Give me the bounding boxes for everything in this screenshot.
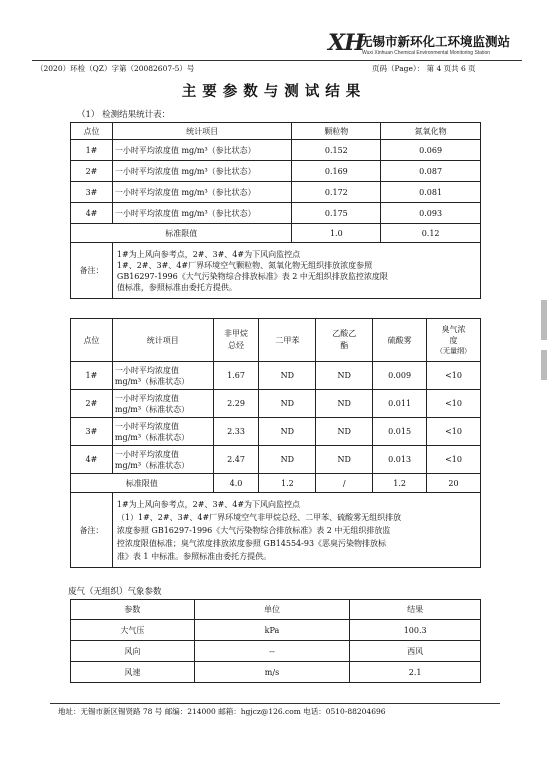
value-cell: 0.081	[381, 182, 481, 203]
note-line: 值标准，参照标准由委托方提供。	[116, 282, 237, 292]
header-cell: 结果	[350, 600, 481, 620]
page-number: 页码（Page）： 第 4 页共 6 页	[372, 64, 476, 73]
table-header-row	[71, 319, 481, 362]
item-line: mg/m³（标准状态）	[114, 460, 190, 470]
item-line: mg/m³（标准状态）	[114, 432, 190, 442]
point-cell: 4#	[71, 446, 113, 474]
item-cell	[112, 418, 213, 446]
value-cell: <10	[427, 390, 481, 418]
unit-cell: --	[194, 641, 350, 662]
value-cell: 0.013	[373, 446, 427, 474]
limit-row	[71, 224, 481, 243]
header-cell: 点位	[71, 123, 113, 140]
header-cell: 乙酸乙酯	[316, 319, 373, 362]
point-cell: 1#	[71, 362, 113, 390]
binding-mark	[541, 300, 547, 340]
header-cell	[427, 319, 481, 362]
binding-mark	[541, 350, 547, 380]
note-text	[112, 493, 480, 568]
logo-mark: XH	[328, 30, 364, 56]
table-row	[71, 662, 481, 683]
limit-value: 20	[427, 474, 481, 493]
limit-label: 标准限值	[71, 474, 214, 493]
note-line: 1#为上风向参考点，2#、3#、4#为下风向监控点	[116, 499, 301, 509]
table-row	[71, 203, 481, 224]
value-cell: ND	[316, 418, 373, 446]
table-row	[71, 182, 481, 203]
limit-label: 标准限值	[71, 224, 292, 243]
value-cell: 2.47	[213, 446, 259, 474]
note-line: 1#、2#、3#、4#厂界环境空气颗粒物、氮氧化物无组织排放浓度参照	[116, 260, 373, 270]
point-cell: 2#	[71, 390, 113, 418]
header-cell: 单位	[194, 600, 350, 620]
note-label: 备注：	[71, 243, 113, 299]
page-title: 主要参数与测试结果	[181, 84, 367, 100]
table-row	[71, 418, 481, 446]
value-cell: <10	[427, 446, 481, 474]
item-cell: 一小时平均浓度值 mg/m³（参比状态）	[112, 203, 292, 224]
point-cell: 2#	[71, 161, 113, 182]
value-cell: ND	[316, 390, 373, 418]
value-cell: 0.087	[381, 161, 481, 182]
value-cell: 0.069	[381, 140, 481, 161]
table-row	[71, 620, 481, 641]
footer-contact: 地址：无锡市新区锡贤路 78 号 邮编：214000 邮箱：hgjcz@126.com 电话：0510-88204696	[58, 707, 386, 716]
results-table-2	[70, 318, 481, 568]
table-header-row	[71, 600, 481, 620]
item-line: 一小时平均浓度值	[114, 365, 179, 375]
value-cell: 0.152	[292, 140, 381, 161]
limit-row	[71, 474, 481, 493]
table-row	[71, 390, 481, 418]
point-cell: 3#	[71, 418, 113, 446]
header-cell: 氮氧化物	[381, 123, 481, 140]
header-cell: 二甲苯	[259, 319, 316, 362]
note-row	[71, 493, 481, 568]
item-cell	[112, 446, 213, 474]
note-line: GB16297-1996《大气污染物综合排放标准》表 2 中无组织排放监控浓度限	[116, 271, 388, 281]
limit-value: 1.2	[259, 474, 316, 493]
table-header-row	[71, 123, 481, 140]
value-cell: ND	[259, 446, 316, 474]
table-row	[71, 446, 481, 474]
value-cell: 2.33	[213, 418, 259, 446]
header-cell: 硫酸雾	[373, 319, 427, 362]
table-row	[71, 641, 481, 662]
value-cell: 0.009	[373, 362, 427, 390]
value-cell: 0.172	[292, 182, 381, 203]
unit-cell: m/s	[194, 662, 350, 683]
item-cell	[112, 362, 213, 390]
note-line: 准》表 1 中标准。参照标准由委托方提供。	[116, 551, 272, 561]
item-cell: 一小时平均浓度值 mg/m³（参比状态）	[112, 182, 292, 203]
note-row	[71, 243, 481, 299]
weather-table	[70, 599, 481, 683]
unit-cell: kPa	[194, 620, 350, 641]
item-line: mg/m³（标准状态）	[114, 376, 190, 386]
note-line: 浓度参照 GB16297-1996《大气污染物综合排放标准》表 2 中无组织排放监	[116, 525, 391, 535]
header-cell: 非甲烷总烃	[213, 319, 259, 362]
results-table-1	[70, 122, 481, 299]
value-cell: ND	[316, 362, 373, 390]
header-cell: 颗粒物	[292, 123, 381, 140]
item-line: mg/m³（标准状态）	[114, 404, 190, 414]
result-cell: 西风	[350, 641, 481, 662]
limit-value: 1.0	[292, 224, 381, 243]
item-line: 一小时平均浓度值	[114, 393, 179, 403]
limit-value: /	[316, 474, 373, 493]
value-cell: 0.169	[292, 161, 381, 182]
header-cell: 参数	[71, 600, 195, 620]
point-cell: 4#	[71, 203, 113, 224]
limit-value: 4.0	[213, 474, 259, 493]
value-cell: 0.015	[373, 418, 427, 446]
org-name-en: Wuxi Xinhuan Chemical Environmental Monitoring Station	[362, 50, 491, 56]
result-cell: 2.1	[350, 662, 481, 683]
weather-caption: 废气（无组织）气象参数	[68, 587, 162, 597]
note-label: 备注：	[71, 493, 113, 568]
table-row	[71, 140, 481, 161]
param-cell: 风向	[71, 641, 195, 662]
header-cell: 点位	[71, 319, 113, 362]
value-cell: ND	[316, 446, 373, 474]
note-line: 控浓度限值标准；臭气浓度排放浓度参照 GB14554-93《恶臭污染物排放标	[116, 538, 387, 548]
value-cell: ND	[259, 390, 316, 418]
note-text	[112, 243, 480, 299]
value-cell: 0.093	[381, 203, 481, 224]
value-cell: 1.67	[213, 362, 259, 390]
value-cell: <10	[427, 362, 481, 390]
footer-rule	[50, 703, 500, 704]
limit-value: 0.12	[381, 224, 481, 243]
value-cell: 0.011	[373, 390, 427, 418]
org-name-cn: 无锡市新环化工环境监测站	[360, 34, 511, 49]
value-cell: ND	[259, 362, 316, 390]
table-row	[71, 161, 481, 182]
point-cell: 3#	[71, 182, 113, 203]
organization-logo	[328, 30, 528, 62]
header-rule	[32, 60, 522, 61]
odor-unit: （无量纲）	[436, 346, 472, 355]
item-line: 一小时平均浓度值	[114, 449, 179, 459]
param-cell: 风速	[71, 662, 195, 683]
value-cell: 0.175	[292, 203, 381, 224]
item-cell: 一小时平均浓度值 mg/m³（参比状态）	[112, 161, 292, 182]
value-cell: <10	[427, 418, 481, 446]
header-cell: 统计项目	[112, 319, 213, 362]
limit-value: 1.2	[373, 474, 427, 493]
odor-header: 臭气浓度	[441, 324, 466, 345]
value-cell: ND	[259, 418, 316, 446]
param-cell: 大气压	[71, 620, 195, 641]
result-cell: 100.3	[350, 620, 481, 641]
note-line: 1#为上风向参考点，2#、3#、4#为下风向监控点	[116, 249, 301, 259]
table-row	[71, 362, 481, 390]
note-line: （1）1#、2#、3#、4#厂界环境空气非甲烷总烃、二甲苯、硫酸雾无组织排放	[116, 512, 402, 522]
point-cell: 1#	[71, 140, 113, 161]
item-line: 一小时平均浓度值	[114, 421, 179, 431]
header-cell: 统计项目	[112, 123, 292, 140]
item-cell: 一小时平均浓度值 mg/m³（参比状态）	[112, 140, 292, 161]
value-cell: 2.29	[213, 390, 259, 418]
section1-label: （1） 检测结果统计表：	[77, 110, 171, 120]
document-number: （2020）环检（QZ）字第（20082607-5）号	[36, 64, 195, 73]
item-cell	[112, 390, 213, 418]
